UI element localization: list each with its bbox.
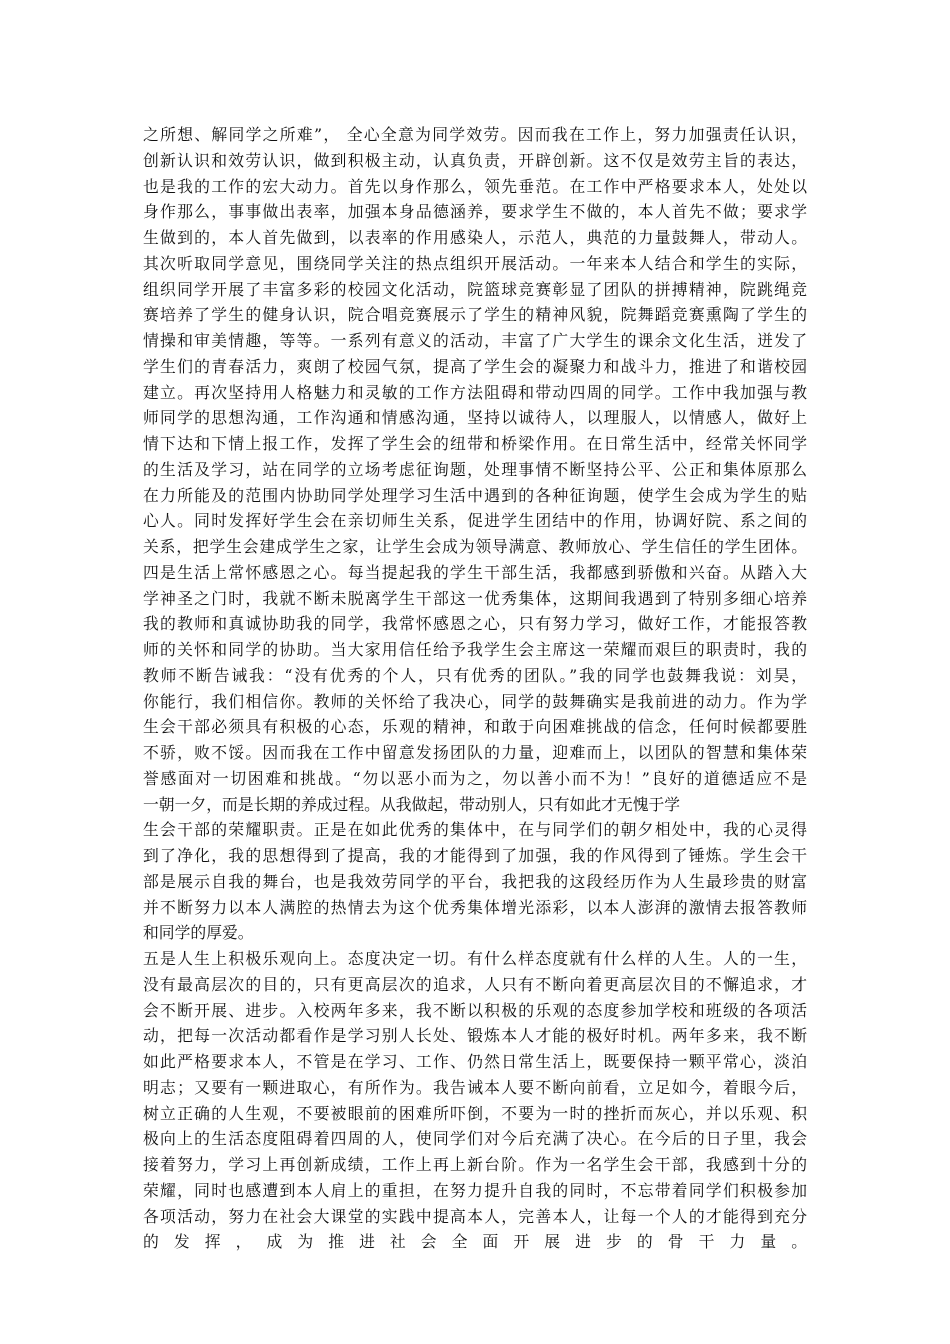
text-line: 赛培养了学生的健身认识，院合唱竞赛展示了学生的精神风貌，院舞蹈竞赛熏陶了学生的 (143, 305, 807, 325)
text-line: 其次听取同学意见，围绕同学关注的热点组织开展活动。一年来本人结合和学生的实际， (143, 253, 807, 273)
text-line: 在力所能及的范围内协助同学处理学习生活中遇到的各种征询题，使学生会成为学生的贴 (143, 485, 807, 505)
text-line: 五是人生上积极乐观向上。态度决定一切。有什么样态度就有什么样的人生。人的一生， (143, 949, 807, 968)
text-line: 生做到的，本人首先做到，以表率的作用感染人，示范人，典范的力量鼓舞人，带动人。 (143, 228, 807, 247)
text-line: 没有最高层次的目的，只有更高层次的追求，人只有不断向着更高层次目的不懈追求，才 (143, 974, 807, 994)
document-body (143, 122, 807, 1281)
text-line: 也是我的工作的宏大动力。首先以身作那么，领先垂范。在工作中严格要求本人，处处以 (143, 176, 807, 196)
text-line: 树立正确的人生观，不要被眼前的困难所吓倒，不要为一时的挫折而灰心，并以乐观、积 (143, 1103, 807, 1123)
text-line: 极向上的生活态度阻碍着四周的人，使同学们对今后充满了决心。在今后的日子里，我会 (143, 1129, 807, 1149)
text-line: 明志；又要有一颗进取心，有所作为。我告诫本人要不断向前看，立足如今，着眼今后， (143, 1077, 807, 1097)
text-line: 不骄，败不馁。因而我在工作中留意发扬团队的力量，迎难而上，以团队的智慧和集体荣 (143, 743, 807, 762)
text-line: 四是生活上常怀感恩之心。每当提起我的学生干部生活，我都感到骄傲和兴奋。从踏入大 (143, 562, 807, 582)
text-line: 的生活及学习，站在同学的立场考虑征询题，处理事情不断坚持公平、公正和集体原那么 (143, 459, 807, 479)
text-line: 你能行，我们相信你。教师的关怀给了我决心，同学的鼓舞确实是我前进的动力。作为学 (143, 691, 807, 711)
text-line: 和同学的厚爱。 (143, 923, 254, 943)
text-line: 誉感面对一切困难和挑战。“勿以恶小而为之，勿以善小而不为！”良好的道德适应不是 (143, 768, 807, 788)
text-line: 会不断开展、进步。入校两年多来，我不断以积极的乐观的态度参加学校和班级的各项活 (143, 1000, 807, 1020)
text-line: 师同学的思想沟通，工作沟通和情感沟通，坚持以诚待人，以理服人，以情感人，做好上 (143, 408, 807, 428)
text-line: 如此严格要求本人，不管是在学习、工作、仍然日常生活上，既要保持一颗平常心，淡泊 (143, 1052, 807, 1071)
text-line: 到了净化，我的思想得到了提高，我的才能得到了加强，我的作风得到了锤炼。学生会干 (143, 846, 807, 865)
text-line: 荣耀，同时也感遭到本人肩上的重担，在努力提升自我的同时，不忘带着同学们积极参加 (143, 1180, 807, 1200)
text-line: 生会干部必须具有积极的心态，乐观的精神，和敢于向困难挑战的信念，任何时候都要胜 (143, 717, 807, 737)
text-line: 身作那么，事事做出表率，加强本身品德涵养，要求学生不做的，本人首先不做；要求学 (143, 202, 807, 222)
text-line: 的发挥，成为推进社会全面开展进步的骨干力量。 (143, 1232, 807, 1252)
text-line: 学生们的青春活力，爽朗了校园气氛，提高了学生会的凝聚力和战斗力，推进了和谐校园 (143, 356, 807, 376)
text-line: 接着努力，学习上再创新成绩，工作上再上新台阶。作为一名学生会干部，我感到十分的 (143, 1155, 807, 1174)
text-line: 生会干部的荣耀职责。正是在如此优秀的集体中，在与同学们的朝夕相处中，我的心灵得 (143, 820, 807, 840)
text-line: 组织同学开展了丰富多彩的校园文化活动，院篮球竞赛彰显了团队的拼搏精神，院跳绳竞 (143, 279, 807, 299)
text-line: 各项活动，努力在社会大课堂的实践中提高本人，完善本人，让每一个人的才能得到充分 (143, 1206, 807, 1226)
text-line: 部是展示自我的舞台，也是我效劳同学的平台，我把我的这段经历作为人生最珍贵的财富 (143, 871, 807, 891)
text-line: 建立。再次坚持用人格魅力和灵敏的工作方法阻碍和带动四周的同学。工作中我加强与教 (143, 382, 807, 402)
text-line (143, 1255, 807, 1281)
text-line: 情下达和下情上报工作，发挥了学生会的纽带和桥梁作用。在日常生活中，经常关怀同学 (143, 434, 807, 453)
text-line: 动，把每一次活动都看作是学习别人长处、锻炼本人才能的极好时机。两年多来，我不断 (143, 1026, 807, 1046)
text-line: 师的关怀和同学的协助。当大家用信任给予我学生会主席这一荣耀而艰巨的职责时，我的 (143, 640, 807, 659)
text-line: 心人。同时发挥好学生会在亲切师生关系，促进学生团结中的作用，协调好院、系之间的 (143, 511, 807, 531)
text-line: 关系，把学生会建成学生之家，让学生会成为领导满意、教师放心、学生信任的学生团体。 (143, 537, 807, 556)
text-line: 学神圣之门时，我就不断未脱离学生干部这一优秀集体，这期间我遇到了特别多细心培养 (143, 588, 807, 608)
text-line: 情操和审美情趣，等等。一系列有意义的活动，丰富了广大学生的课余文化生活，迸发了 (143, 331, 807, 350)
text-line: 教师不断告诫我：“没有优秀的个人，只有优秀的团队。”我的同学也鼓舞我说：刘昊， (143, 665, 807, 685)
text-line: 并不断努力以本人满腔的热情去为这个优秀集体增光添彩，以本人澎湃的激情去报答教师 (143, 897, 807, 917)
text-line: 之所想、解同学之所难”， 全心全意为同学效劳。因而我在工作上，努力加强责任认识， (143, 125, 807, 144)
text-line: 创新认识和效劳认识，做到积极主动，认真负责，开辟创新。这不仅是效劳主旨的表达， (143, 150, 807, 170)
text-line: 一朝一夕，而是长期的养成过程。从我做起，带动别人，只有如此才无愧于学 (143, 794, 681, 814)
text-line: 我的教师和真诚协助我的同学，我常怀感恩之心，只有努力学习，做好工作，才能报答教 (143, 614, 807, 634)
